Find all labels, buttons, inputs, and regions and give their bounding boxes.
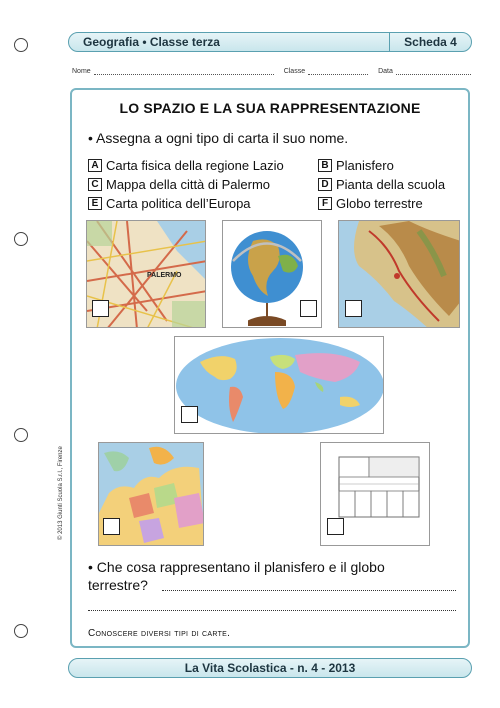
- date-label: Data: [378, 68, 393, 75]
- option-text: Carta fisica della regione Lazio: [106, 158, 284, 173]
- planisphere-image: [174, 336, 384, 434]
- option-letter: D: [318, 178, 332, 191]
- footer-bar: La Vita Scolastica - n. 4 - 2013: [68, 658, 472, 678]
- option-c: [88, 177, 270, 192]
- option-letter: C: [88, 178, 102, 191]
- answer-box[interactable]: [181, 406, 198, 423]
- answer-line[interactable]: [88, 610, 456, 611]
- lazio-map-image: [338, 220, 460, 328]
- answer-box[interactable]: [92, 300, 109, 317]
- option-d: [318, 177, 445, 192]
- answer-box[interactable]: [300, 300, 317, 317]
- palermo-label: PALERMO: [147, 272, 182, 279]
- answer-box[interactable]: [345, 300, 362, 317]
- option-letter: A: [88, 159, 102, 172]
- globe-image: [222, 220, 322, 328]
- binder-hole: [14, 624, 28, 638]
- copyright: © 2013 Giunti Scuola S.r.l., Firenze: [58, 446, 64, 540]
- name-label: Nome: [72, 68, 91, 75]
- binder-hole: [14, 38, 28, 52]
- option-letter: B: [318, 159, 332, 172]
- option-b: [318, 158, 394, 173]
- school-plan-image: [320, 442, 430, 546]
- option-text: Carta politica dell’Europa: [106, 196, 251, 211]
- worksheet-title: LO SPAZIO E LA SUA RAPPRESENTAZIONE: [119, 100, 421, 116]
- student-fields: [72, 68, 472, 75]
- date-field[interactable]: [378, 68, 471, 75]
- answer-box[interactable]: [103, 518, 120, 535]
- question-line: terrestre?: [88, 577, 148, 593]
- option-letter: E: [88, 197, 102, 210]
- class-field[interactable]: [284, 68, 368, 75]
- option-text: Globo terrestre: [336, 196, 423, 211]
- class-label: Classe: [283, 68, 306, 75]
- option-a: [88, 158, 284, 173]
- question-represent: [88, 558, 385, 594]
- option-letter: F: [318, 197, 332, 210]
- binder-hole: [14, 232, 28, 246]
- header-bar: [68, 32, 472, 52]
- binder-hole: [14, 428, 28, 442]
- question-line: • Che cosa rappresentano il planisfero e il globo: [88, 559, 385, 575]
- worksheet: [70, 88, 470, 648]
- option-text: Planisfero: [336, 158, 394, 173]
- europe-map-image: [98, 442, 204, 546]
- palermo-map-image: [86, 220, 206, 328]
- option-e: [88, 196, 251, 211]
- question-assign: • Assegna a ogni tipo di carta il suo nome.: [88, 130, 349, 146]
- learning-objective: Conoscere diversi tipi di carte.: [88, 628, 231, 639]
- name-field[interactable]: [72, 68, 274, 75]
- answer-line[interactable]: [162, 590, 456, 591]
- option-f: [318, 196, 423, 211]
- option-text: Pianta della scuola: [336, 177, 446, 192]
- option-text: Mappa della città di Palermo: [106, 177, 271, 192]
- sheet-label: Scheda 4: [389, 32, 471, 52]
- subject-label: Geografia • Classe terza: [83, 35, 220, 49]
- answer-box[interactable]: [327, 518, 344, 535]
